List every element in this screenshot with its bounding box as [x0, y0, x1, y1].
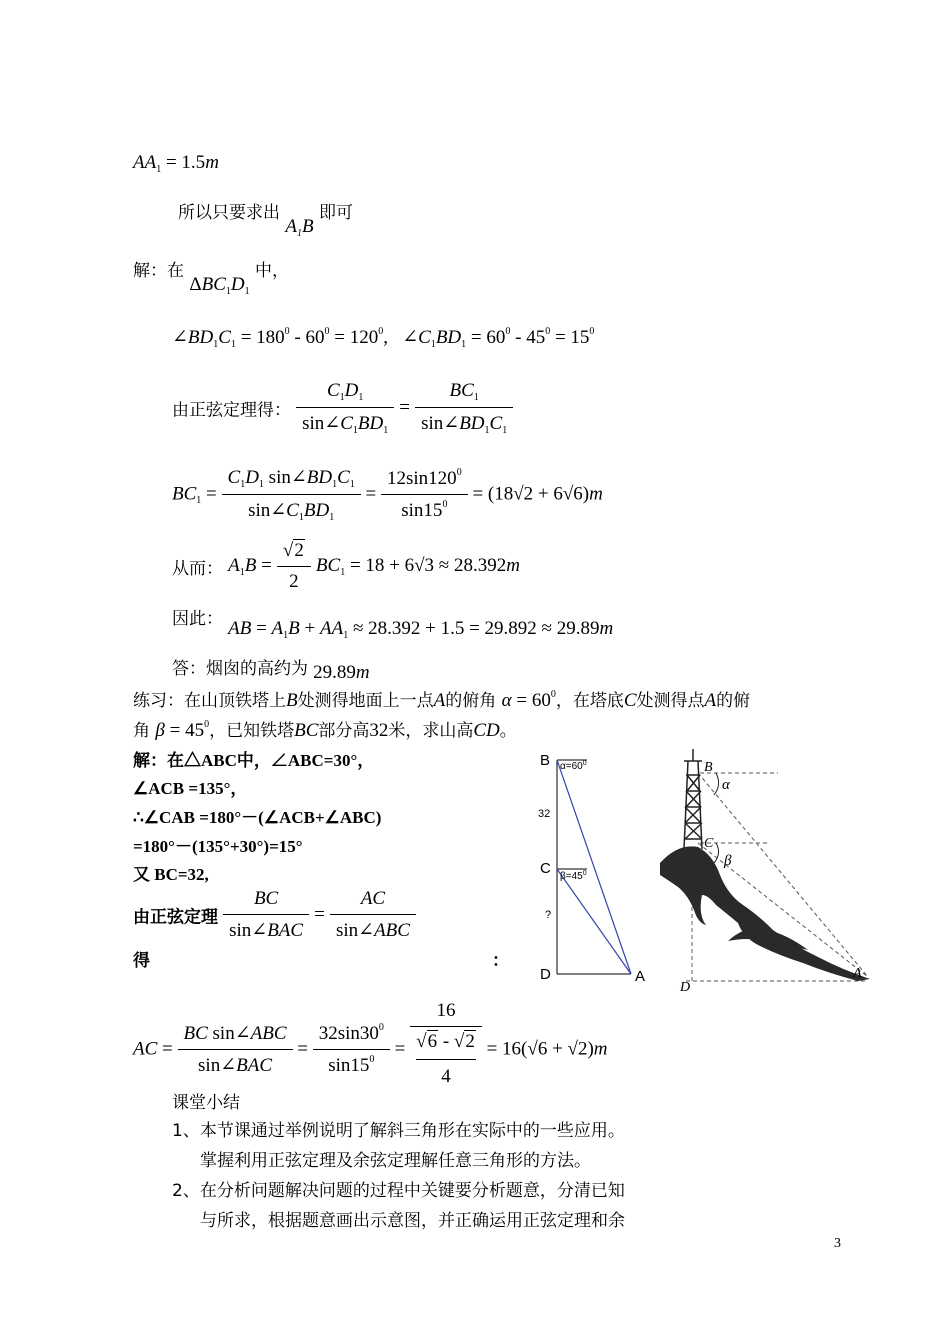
equation-sine-law-1: 由正弦定理得： $\frac{C_1D_1}{\sin\angle C_1BD_1}$ = $\frac{BC_1}{\sin\angle BD_1C_1}$ [172, 380, 513, 436]
label-alpha: $\alpha=60^0$ [560, 760, 587, 772]
solution-line-2: ∠ACB =135°， [133, 779, 248, 798]
solution-colon: ： [492, 951, 509, 971]
label-b: B [540, 752, 551, 769]
illus-label-b: B [704, 760, 713, 775]
tower [684, 749, 702, 849]
summary-point-2b: 与所求，根据题意画出示意图，并正确运用正弦定理和余 [200, 1211, 625, 1231]
equation-ac: AC = $\frac{\text{BC sin∠ABC}}{\text{sin∠BAC}}$ = $\frac{32\sin 30^0}{\sin 15^0}$ = 16 √6 - √2 4 = 16(√6 + √2)m [133, 1000, 608, 1087]
line-ca [557, 869, 631, 974]
label-beta: $\beta=45^0$ [560, 870, 587, 882]
solution-line-1: 解：在△ABC中，∠ABC=30°， [133, 751, 375, 770]
equation-bc1: $BC_1$ = $\frac{C_1D_1 \sin\angle BD_1C_1}{\sin\angle C_1BD_1}$ = $\frac{12\sin 120^0}{\sin 15^0}$ = (18√2 + 6√6)m [172, 467, 603, 523]
mountain-illustration [658, 745, 880, 995]
answer-line: 答：烟囱的高约为 29.89m [172, 659, 370, 683]
line-find-a1b: 所以只要求出 $A_1B$ 即可 [178, 203, 354, 239]
label-d: D [540, 966, 551, 983]
illus-label-d: D [680, 980, 691, 995]
illus-label-a: A [853, 966, 862, 981]
aa1-value: = 1.5 [165, 152, 206, 173]
equation-ab: 因此： AB = $A_1B + AA_1 \approx 28.392 + 1.5 = 29.892 \approx 29.89m$ [172, 609, 614, 641]
solution-sine-law: 由正弦定理 $\frac{BC}{\text{sin∠BAC}}$ = $\frac{AC}{\text{sin∠ABC}}$ [133, 888, 416, 942]
label-a: A [635, 968, 646, 985]
solution-line-5: 又 BC=32, [133, 865, 209, 884]
summary-point-1: 1、本节课通过举例说明了解斜三角形在实际中的一些应用。 [172, 1121, 625, 1141]
exercise-line-2: 角 $\beta = 45^0$，已知铁塔BC部分高32米，求山高CD。 [133, 719, 517, 741]
exercise-line-1: 练习：在山顶铁塔上B处测得地面上一点A的俯角 $\alpha = 60^0$，在塔底C处测得点A的俯 [133, 689, 751, 711]
illus-label-c: C [704, 836, 714, 851]
line-ba [557, 760, 631, 974]
page-number: 3 [834, 1236, 841, 1251]
illus-label-alpha: α [722, 777, 730, 793]
label-question: ? [545, 909, 552, 921]
line-solution-intro: 解：在 $\Delta BC_1D_1$ 中， [133, 261, 290, 297]
equation-angles: $\angle BD_1C_1 = 180^0 - 60^0 = 120^0$, $\angle C_1BD_1 = 60^0 - 45^0 = 15^0$ [172, 326, 595, 350]
label-c: C [540, 860, 551, 877]
solution-line-3: ∴∠CAB =180°－(∠ACB+∠ABC) [133, 808, 382, 827]
solution-line-4: =180°－(135°+30°)=15° [133, 837, 303, 856]
summary-title: 课堂小结 [172, 1093, 240, 1113]
triangle-diagram [530, 745, 660, 990]
illus-label-beta: β [724, 853, 732, 869]
summary-point-2: 2、在分析问题解决问题的过程中关键要分析题意，分清已知 [172, 1181, 625, 1201]
equation-a1b: 从而： $A_1B$ = $\frac{√2}{2}$ $BC_1 = 18 + 6√3 \approx 28.392m$ [172, 540, 520, 592]
equation-aa1: $AA_1 = 1.5m$ [133, 152, 219, 175]
summary-point-1b: 掌握利用正弦定理及余弦定理解任意三角形的方法。 [200, 1151, 591, 1171]
label-32: 32 [538, 808, 551, 820]
mountain-shape [660, 846, 870, 981]
solution-de: 得 [133, 951, 150, 970]
